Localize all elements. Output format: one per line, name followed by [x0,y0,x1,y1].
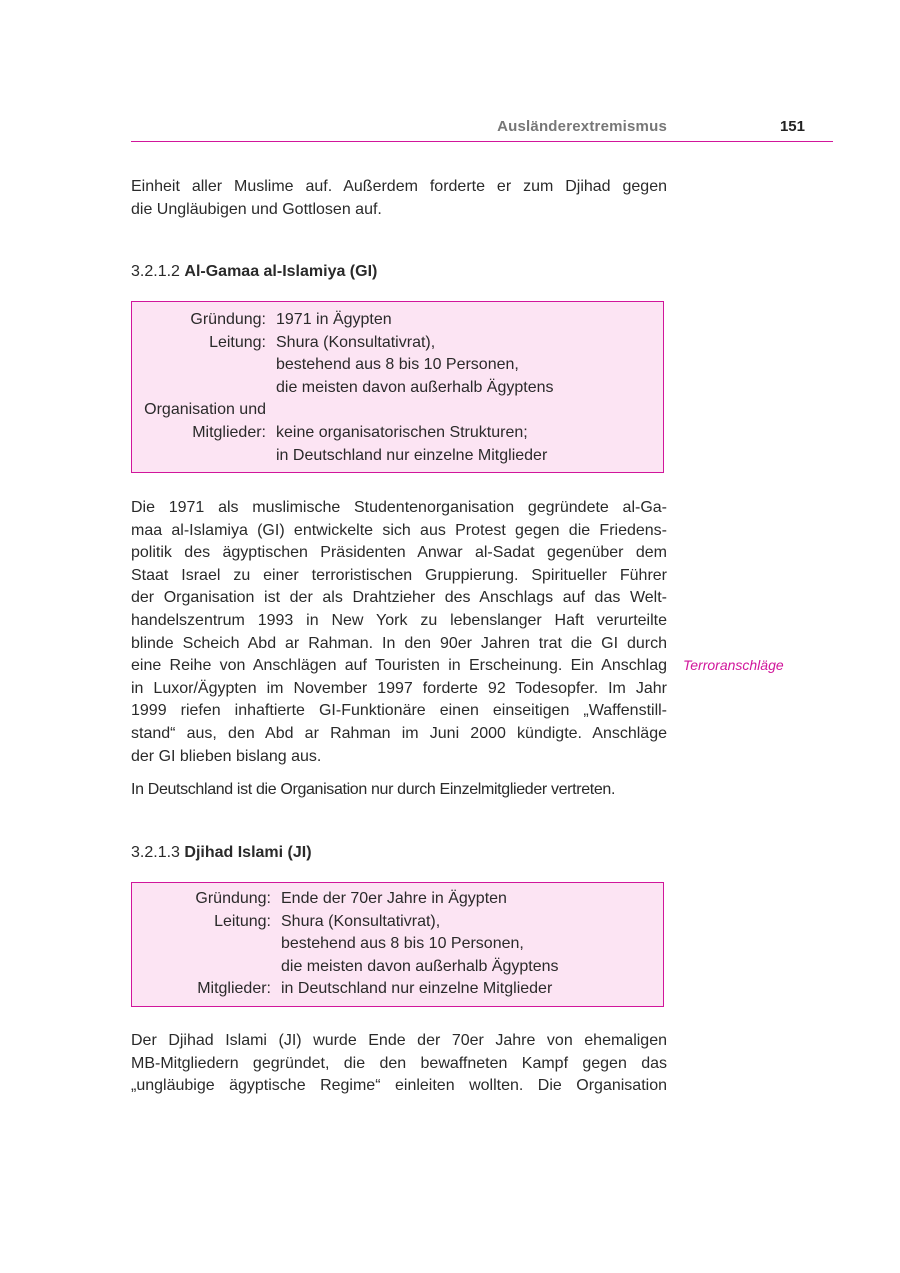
fact-value: in Deutschland nur einzelne Mitglieder [276,446,548,464]
fact-value: in Deutschland nur einzelne Mitglieder [281,980,553,998]
section-number: 3.2.1.2 [131,263,180,280]
text-line: „ungläubige ägyptische Regime“ einleiten wollten. Die Organisation [131,1077,667,1095]
fact-box-ji [131,882,664,1007]
fact-row [132,354,554,377]
text-line: der GI blieben bislang aus. [131,747,322,765]
section-heading-gi [131,261,377,283]
margin-note: Terroranschläge [683,657,784,673]
text-line: in Luxor/Ägypten im November 1997 forderte 92 Todesopfer. Im Jahr [131,679,667,697]
fact-value: bestehend aus 8 bis 10 Personen, [276,356,519,374]
fact-value: Shura (Konsultativrat), [281,912,441,930]
fact-table [132,888,559,1001]
section-heading-ji [131,842,312,864]
fact-label [132,933,281,956]
fact-value: die meisten davon außerhalb Ägyptens [276,378,554,396]
text-line: Staat Israel zu einer terroristischen Gruppierung. Spiritueller Führer [131,566,667,584]
text-line: In Deutschland ist die Organisation nur durch Einzelmitglieder vertreten. [131,781,616,798]
fact-row [132,309,554,332]
text-line: der Organisation ist der als Drahtzieher des Anschlags auf das Welt- [131,589,667,607]
text-line: eine Reihe von Anschlägen auf Touristen in Erscheinung. Ein Anschlag [131,657,667,675]
fact-value: 1971 in Ägypten [276,311,392,328]
fact-label: Mitglieder: [197,980,271,998]
closing-paragraph-gi [131,779,667,802]
fact-label: Organisation und [144,401,266,419]
fact-row [132,888,559,911]
text-line: politik des ägyptischen Präsidenten Anwar al-Sadat gegenüber dem [131,544,667,562]
fact-label: Mitglieder: [192,423,266,441]
text-line: Einheit aller Muslime auf. Außerdem forderte er zum Djihad gegen [131,178,667,195]
fact-label: Gründung: [190,311,266,328]
fact-value: keine organisatorischen Strukturen; [276,423,528,441]
fact-value [276,399,554,422]
text-line: handelszentrum 1993 in New York zu lebenslanger Haft verurteilte [131,611,667,629]
fact-row [132,956,559,979]
fact-label: Leitung: [209,333,266,351]
running-header [131,117,833,142]
fact-label [132,445,276,468]
section-number: 3.2.1.3 [131,844,180,861]
text-line: 1999 riefen inhaftierte GI-Funktionäre einen einseitigen „Waffenstill- [131,702,667,720]
fact-label [132,956,281,979]
fact-label [132,377,276,400]
page-number: 151 [779,118,805,135]
fact-label [132,354,276,377]
text-line: Der Djihad Islami (JI) wurde Ende der 70er Jahre von ehemaligen [131,1032,667,1049]
text-line: Die 1971 als muslimische Studentenorganisation gegründete al-Ga- [131,499,667,516]
fact-row [132,422,554,445]
fact-row [132,332,554,355]
text-line: die Ungläubigen und Gottlosen auf. [131,200,382,218]
fact-label: Gründung: [195,890,271,907]
fact-row [132,911,559,934]
text-line: MB-Mitgliedern gegründet, die den bewaffneten Kampf gegen das [131,1054,667,1072]
body-paragraph-ji [131,1030,667,1098]
fact-table [132,309,554,467]
fact-value: bestehend aus 8 bis 10 Personen, [281,935,524,953]
fact-label: Leitung: [214,912,271,930]
running-title: Ausländerextremismus [497,118,667,135]
text-line: maa al-Islamiya (GI) entwickelte sich aus Protest gegen die Friedens- [131,521,667,539]
section-title: Djihad Islami (JI) [184,844,312,861]
text-line: blinde Scheich Abd ar Rahman. In den 90er Jahren trat die GI durch [131,634,667,652]
fact-value: Shura (Konsultativrat), [276,333,436,351]
fact-row [132,933,559,956]
intro-paragraph [131,176,667,221]
fact-value: Ende der 70er Jahre in Ägypten [281,890,507,907]
fact-value: die meisten davon außerhalb Ägyptens [281,957,559,975]
fact-row [132,445,554,468]
text-line: stand“ aus, den Abd ar Rahman im Juni 2000 kündigte. Anschläge [131,724,667,742]
body-paragraph-gi [131,497,667,768]
fact-row [132,399,554,422]
fact-box-gi [131,301,664,473]
fact-row [132,377,554,400]
section-title: Al-Gamaa al-Islamiya (GI) [184,263,378,280]
fact-row [132,978,559,1001]
